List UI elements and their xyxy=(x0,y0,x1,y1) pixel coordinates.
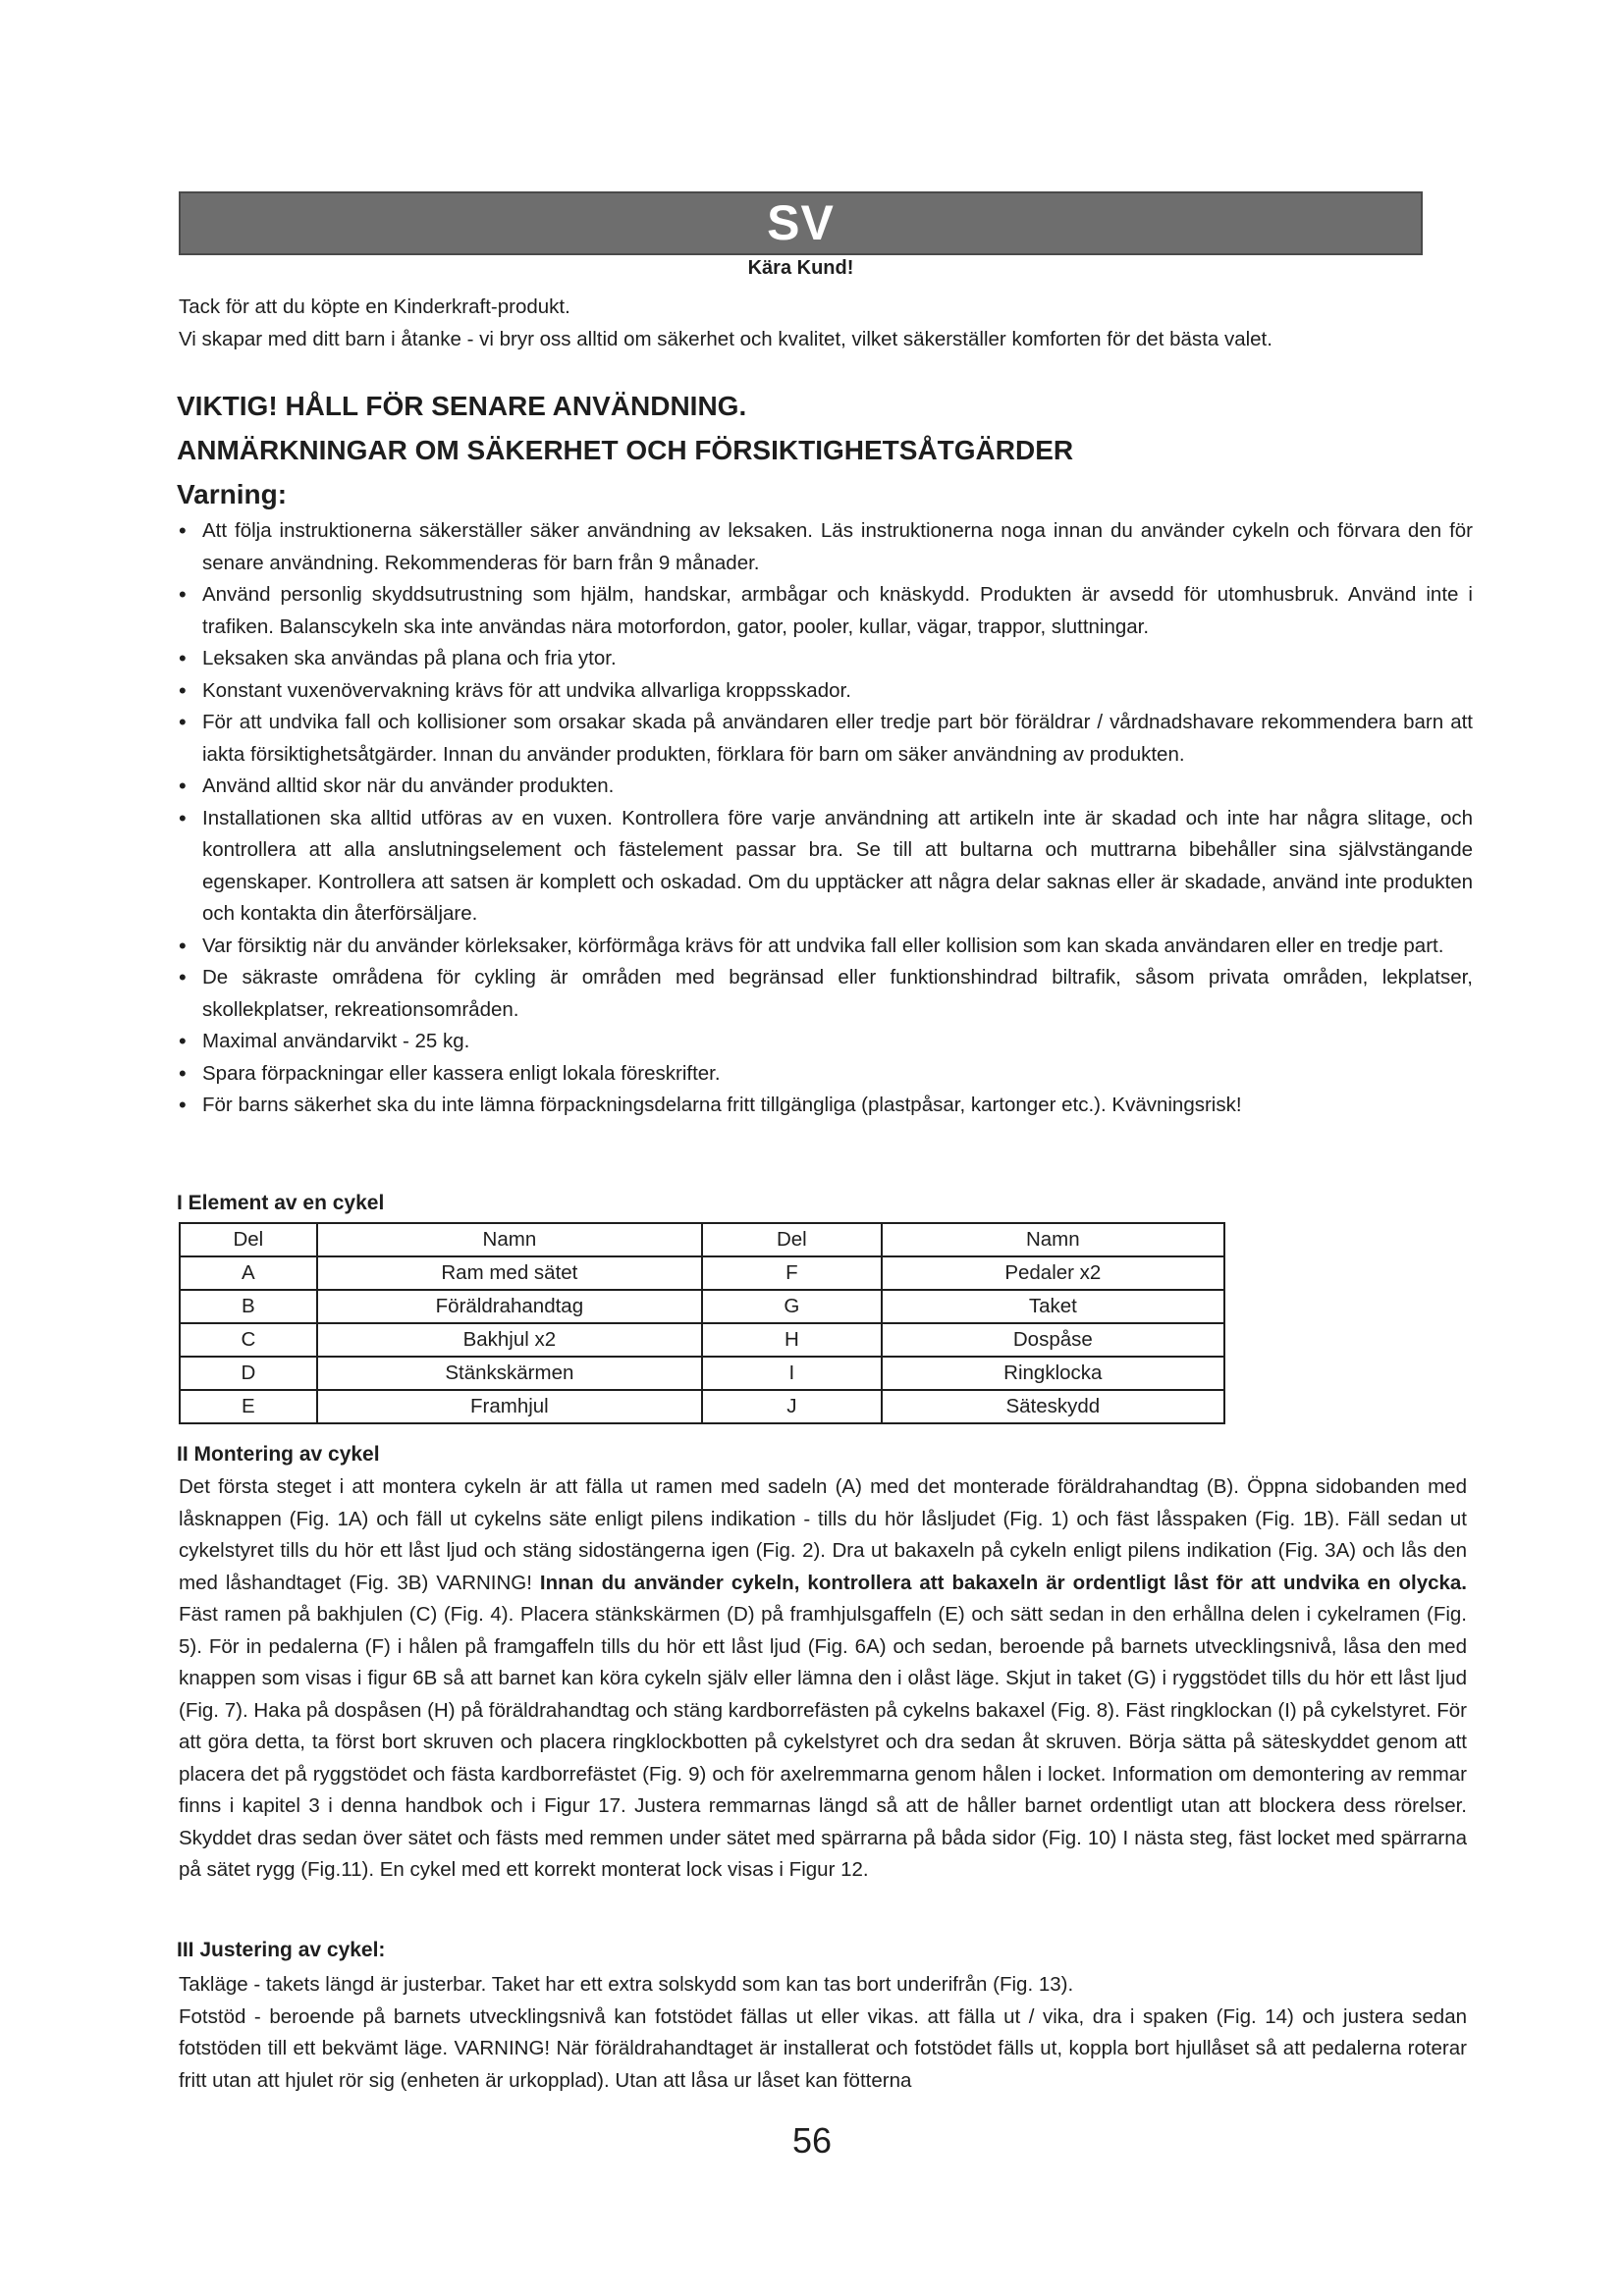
table-cell: Säteskydd xyxy=(882,1390,1224,1423)
warning-list xyxy=(179,515,1473,1122)
language-banner: SV xyxy=(179,191,1423,255)
heading-important: VIKTIG! HÅLL FÖR SENARE ANVÄNDNING. xyxy=(177,391,747,421)
mounting-text-a: Det första steget i att montera cykeln är att fälla ut ramen med sadeln (A) med det monterade föräldrahandtag (B). Öppna sidobanden med låsknappen (Fig. 1A) och fäll ut cykelns säte enligt pilens indikation - tills du hör låsljudet (Fig. 1) och fäst låsspaken (Fig. 1B). Fäll sedan ut cykelstyret tills du hör ett låst ljud och stäng sidostängerna igen (Fig. 2). Dra ut bakaxeln på cykeln enligt pilens indikation (Fig. 3A) och lås den med låshandtaget (Fig. 3B) VARNING! xyxy=(179,1475,1467,1594)
adjustment-paragraph xyxy=(179,1969,1467,2097)
table-cell: J xyxy=(702,1390,882,1423)
adjustment-line-1: Takläge - takets längd är justerbar. Taket har ett extra solskydd som kan tas bort underifrån (Fig. 13). xyxy=(179,1973,1074,1996)
column-header: Del xyxy=(180,1223,317,1256)
table-cell: Ringklocka xyxy=(882,1357,1224,1390)
warning-item: • För barns säkerhet ska du inte lämna förpackningsdelarna fritt tillgängliga (plastpåsar, kartonger etc.). Kvävningsrisk! xyxy=(179,1090,1473,1122)
intro-line-2: Vi skapar med ditt barn i åtanke - vi bryr oss alltid om säkerhet och kvalitet, vilket säkerställer komforten för det bästa valet. xyxy=(179,328,1272,350)
warning-item: • Använd personlig skyddsutrustning som hjälm, handskar, armbågar och knäskydd. Produkten är avsedd för utomhusbruk. Använd inte i trafiken. Balanscykeln ska inte användas nära motorfordon, gator, pooler, kullar, vägar, trappor, sluttningar. xyxy=(179,579,1473,643)
mounting-warning-bold: Innan du använder cykeln, kontrollera att bakaxeln är ordentligt låst för att undvika en olycka. xyxy=(539,1571,1467,1594)
table-cell: F xyxy=(702,1256,882,1290)
table-cell: E xyxy=(180,1390,317,1423)
section-1-title: I Element av en cykel xyxy=(177,1192,385,1214)
warning-item: • Leksaken ska användas på plana och fria ytor. xyxy=(179,643,1473,675)
warning-item: • Att följa instruktionerna säkerställer säker användning av leksaken. Läs instruktionerna noga innan du använder cykeln och förvara den för senare användning. Rekommenderas för barn från 9 månader. xyxy=(179,515,1473,579)
table-cell: G xyxy=(702,1290,882,1323)
adjustment-line-2: Fotstöd - beroende på barnets utvecklingsnivå kan fotstödet fällas ut eller vikas. att fälla ut / vika, dra i spaken (Fig. 14) och justera sedan fotstöden till ett bekvämt läge. VARNING! När föräldrahandtaget är installerat och fotstödet fälls ut, koppla bort hjullåset så att pedalerna roterar fritt utan att hjulet rör sig (enheten är urkopplad). Utan att låsa ur låset kan fötterna xyxy=(179,2004,1467,2092)
table-cell: B xyxy=(180,1290,317,1323)
table-row xyxy=(180,1290,1224,1323)
table-cell: Dospåse xyxy=(882,1323,1224,1357)
table-row xyxy=(180,1323,1224,1357)
table-cell: Föräldrahandtag xyxy=(317,1290,702,1323)
table-cell: Framhjul xyxy=(317,1390,702,1423)
warning-item: • Installationen ska alltid utföras av en vuxen. Kontrollera före varje användning att artikeln inte är skadad och inte har några slitage, och kontrollera att alla anslutningselement och fästelement passar bra. Se till att bultarna och muttrarna bibehåller sina självstängande egenskaper. Kontrollera att satsen är komplett och oskadad. Om du upptäcker att några delar saknas eller är skadade, använd inte produkten och kontakta din återförsäljare. xyxy=(179,803,1473,931)
parts-table xyxy=(179,1222,1225,1424)
table-cell: Bakhjul x2 xyxy=(317,1323,702,1357)
warning-item: • Var försiktig när du använder körleksaker, körförmåga krävs för att undvika fall eller kollision som kan skada användaren eller en tredje part. xyxy=(179,931,1473,963)
heading-warning: Varning: xyxy=(177,479,288,509)
table-cell: D xyxy=(180,1357,317,1390)
table-cell: Stänkskärmen xyxy=(317,1357,702,1390)
table-cell: C xyxy=(180,1323,317,1357)
section-2-title: II Montering av cykel xyxy=(177,1443,380,1466)
table-row xyxy=(180,1357,1224,1390)
table-cell: A xyxy=(180,1256,317,1290)
column-header: Del xyxy=(702,1223,882,1256)
column-header: Namn xyxy=(882,1223,1224,1256)
warning-item: • Konstant vuxenövervakning krävs för att undvika allvarliga kroppsskador. xyxy=(179,675,1473,708)
table-row xyxy=(180,1256,1224,1290)
table-cell: Taket xyxy=(882,1290,1224,1323)
mounting-text-b: Fäst ramen på bakhjulen (C) (Fig. 4). Placera stänkskärmen (D) på framhjulsgaffeln (E) och sätt sedan in den erhållna delen i cykelramen (Fig. 5). För in pedalerna (F) i hålen på framgaffeln tills du hör ett låst ljud (Fig. 6A) och sedan, beroende på barnets utvecklingsnivå, låsa den med knappen som visas i figur 6B så att barnet kan köra cykeln själv eller lämna den i olåst läge. Skjut in taket (G) i ryggstödet tills du hör ett låst ljud (Fig. 7). Haka på dospåsen (H) på föräldrahandtag och stäng kardborrefästen på cykelns bakaxel (Fig. 8). Fäst ringklockan (I) på cykelstyret. För att göra detta, ta först bort skruven och placera ringklockbotten på cykelstyret och dra sedan åt skruven. Börja sätta på säteskyddet genom att placera det på ryggstödet och fästa kardborrefästet (Fig. 9) och för axelremmarna genom hålen i locket. Information om demontering av remmar finns i kapitel 3 i denna handbok och i Figur 17. Justera remmarnas längd så att de håller barnet ordentligt utan att blockera dess rörelser. Skyddet dras sedan över sätet och fästs med remmen under sätet med spärrarna på båda sidor (Fig. 10) I nästa steg, fäst locket med spärrarna på sätet rygg (Fig.11). En cykel med ett korrekt monterat lock visas i Figur 12. xyxy=(179,1603,1467,1881)
intro-line-1: Tack för att du köpte en Kinderkraft-produkt. xyxy=(179,295,570,318)
table-header-row xyxy=(180,1223,1224,1256)
heading-safety: ANMÄRKNINGAR OM SÄKERHET OCH FÖRSIKTIGHETSÅTGÄRDER xyxy=(177,435,1074,465)
section-3-title: III Justering av cykel: xyxy=(177,1939,386,1961)
greeting: Kära Kund! xyxy=(747,257,854,279)
table-cell: H xyxy=(702,1323,882,1357)
warning-item: • Använd alltid skor när du använder produkten. xyxy=(179,771,1473,803)
table-cell: Pedaler x2 xyxy=(882,1256,1224,1290)
warning-item: • För att undvika fall och kollisioner som orsakar skada på användaren eller tredje part bör föräldrar / vårdnadshavare rekommendera barn att iakta försiktighetsåtgärder. Innan du använder produkten, förklara för barn om säker användning av produkten. xyxy=(179,707,1473,771)
table-cell: Ram med sätet xyxy=(317,1256,702,1290)
column-header: Namn xyxy=(317,1223,702,1256)
warning-item: • Maximal användarvikt - 25 kg. xyxy=(179,1026,1473,1058)
intro-text xyxy=(179,291,1475,355)
mounting-paragraph xyxy=(179,1471,1467,1887)
warning-item: • Spara förpackningar eller kassera enligt lokala föreskrifter. xyxy=(179,1058,1473,1091)
table-cell: I xyxy=(702,1357,882,1390)
table-row xyxy=(180,1390,1224,1423)
warning-item: • De säkraste områdena för cykling är områden med begränsad eller funktionshindrad biltrafik, såsom privata områden, lekplatser, skollekplatser, rekreationsområden. xyxy=(179,962,1473,1026)
page-number: 56 xyxy=(791,2120,833,2161)
